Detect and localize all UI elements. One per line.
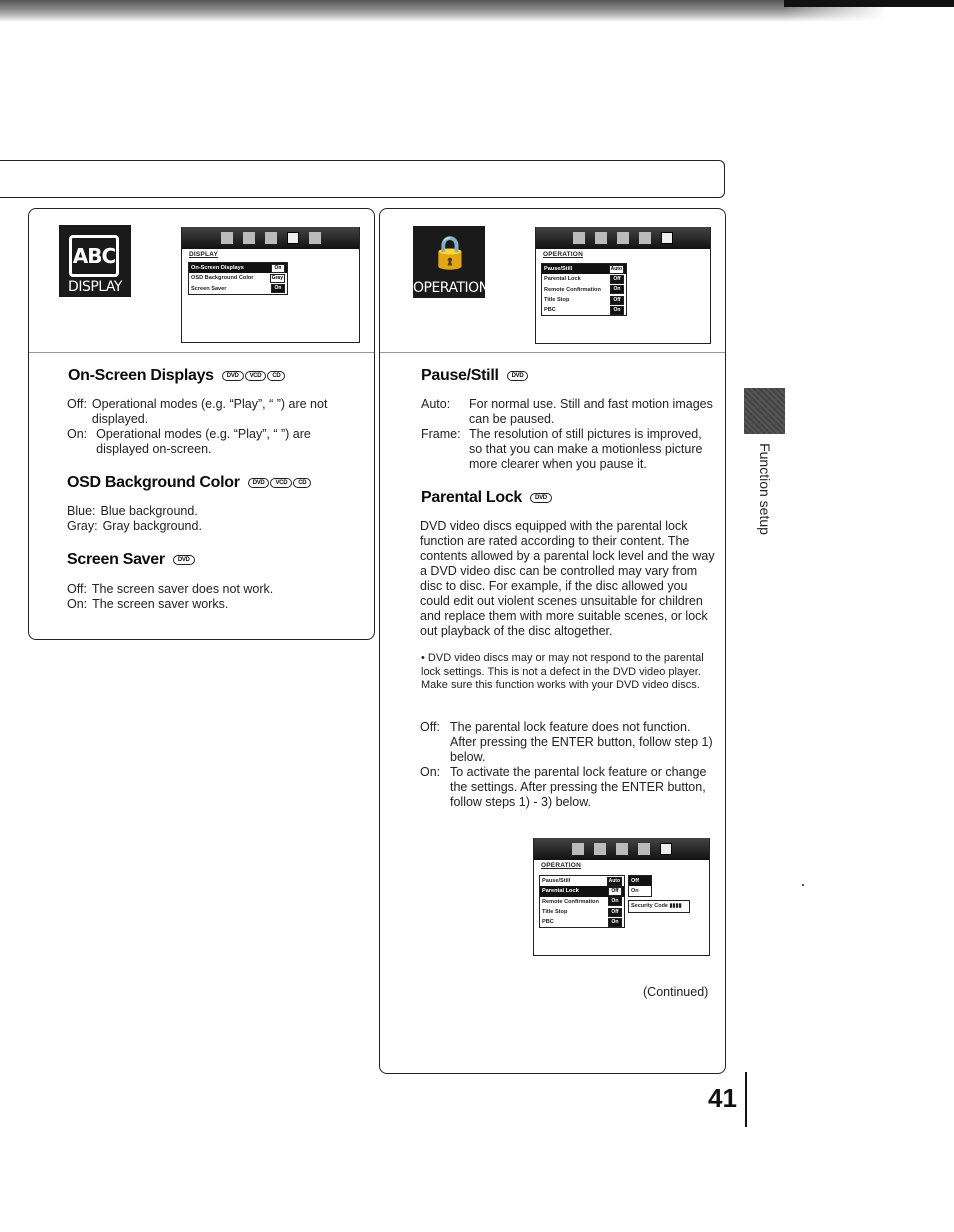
- section-heading-osd: On-Screen Displays DVD VCD CD: [68, 367, 285, 385]
- option-row: Blue: Blue background.: [67, 504, 198, 518]
- menu-row: Remote Confirmation On: [540, 897, 624, 907]
- menu-title: OPERATION: [543, 251, 583, 258]
- display-tab-icon: [639, 232, 651, 244]
- option-row: Gray: Gray background.: [67, 519, 202, 533]
- operation-tab-icon: [309, 232, 321, 244]
- display-icon-label: DISPLAY: [68, 279, 122, 295]
- menu-row: OSD Background Color Gray: [191, 274, 283, 282]
- menu-row: Screen Saver On: [189, 284, 287, 294]
- display-tab-icon: [287, 232, 299, 244]
- option-row: Off: The screen saver does not work.: [67, 582, 274, 596]
- menu-row: Pause/Still Auto: [542, 264, 626, 274]
- language-icon: [573, 232, 585, 244]
- menu-icon-bar: [536, 227, 710, 249]
- lock-key-icon: 🔒: [430, 233, 470, 271]
- menu-row: Title Stop Off: [542, 295, 626, 305]
- disc-badges: DVD: [507, 371, 529, 381]
- security-code-box: Security Code ▮▮▮▮: [628, 900, 690, 913]
- operation-menu-list: [539, 875, 625, 928]
- audio-icon: [265, 232, 277, 244]
- picture-icon: [243, 232, 255, 244]
- menu-row: Parental Lock Off: [540, 886, 624, 896]
- section-heading-parental-lock: Parental Lock DVD: [421, 489, 552, 507]
- parental-lock-options: [628, 875, 652, 897]
- section-heading-screen-saver: Screen Saver DVD: [67, 551, 195, 569]
- menu-row: Remote Confirmation On: [542, 285, 626, 295]
- display-menu-list: [188, 262, 288, 295]
- audio-icon: [616, 843, 628, 855]
- section-heading-pause-still: Pause/Still DVD: [421, 367, 528, 385]
- disc-badges: DVD: [173, 555, 195, 565]
- section-title-frame: [0, 160, 725, 198]
- picture-icon: [595, 232, 607, 244]
- option-row: On: To activate the parental lock feature or change the settings. After pressing the ENTER button, follow steps 1) - 3) below.: [420, 765, 707, 809]
- operation-icon: [413, 226, 489, 298]
- operation-tab-icon: [660, 843, 672, 855]
- menu-row: Parental Lock Off: [542, 274, 626, 284]
- page-number: 41: [708, 1083, 737, 1113]
- option-row: On: The screen saver works.: [67, 597, 229, 611]
- header-bar: [0, 0, 954, 22]
- option-row: Auto: For normal use. Still and fast motion images can be paused.: [421, 397, 713, 426]
- audio-icon: [617, 232, 629, 244]
- menu-row: On-Screen Displays On: [189, 263, 287, 273]
- side-tab-marker: [744, 388, 785, 434]
- option-on: On: [631, 888, 639, 894]
- disc-badges: DVD VCD CD: [222, 371, 286, 381]
- display-icon: [59, 225, 131, 297]
- continued-label: (Continued): [643, 985, 709, 999]
- section-heading-osd-bg: OSD Background Color DVD VCD CD: [67, 474, 311, 492]
- menu-row: PBC On: [542, 305, 626, 315]
- abc-icon: ABC: [69, 235, 119, 277]
- operation-menu-list: [541, 263, 627, 316]
- option-row: Frame: The resolution of still pictures is improved, so that you can make a motionless picture more clearer when you pause it.: [421, 427, 703, 471]
- menu-row: PBC On: [540, 917, 624, 927]
- menu-row: Pause/Still Auto: [542, 877, 620, 885]
- option-off: Off: [629, 876, 651, 886]
- menu-title: OPERATION: [541, 862, 581, 869]
- menu-row: Title Stop Off: [540, 907, 624, 917]
- menu-icon-bar: [182, 227, 359, 249]
- operation-tab-icon: [661, 232, 673, 244]
- operation-icon-label: OPERATION: [413, 280, 489, 296]
- operation-menu-screen: [535, 227, 711, 344]
- disc-badges: DVD: [530, 493, 552, 503]
- menu-icon-bar: [534, 838, 709, 860]
- language-icon: [572, 843, 584, 855]
- disc-badges: DVD VCD CD: [248, 478, 312, 488]
- option-row: Off: The parental lock feature does not function. After pressing the ENTER button, follow step 1) below.: [420, 720, 713, 764]
- display-menu-screen: [181, 227, 360, 343]
- language-icon: [221, 232, 233, 244]
- parental-lock-menu-screen: [533, 838, 710, 956]
- option-row: On: Operational modes (e.g. “Play”, “ ”) are displayed on-screen.: [67, 427, 311, 456]
- page-divider: [745, 1072, 747, 1127]
- option-row: Off: Operational modes (e.g. “Play”, “ ”) are not displayed.: [67, 397, 328, 426]
- side-tab-label: Function setup: [757, 443, 773, 535]
- menu-title: DISPLAY: [189, 251, 218, 258]
- parental-lock-description: DVD video discs equipped with the parental lock function are rated according to their content. The contents allowed by a parental lock level and the way a DVD video disc can be controlled may vary from disc to disc. For example, if the disc allowed you could edit out violent scenes unsuitable for children and replace them with more suitable scenes, or lock out playback of the disc altogether.: [420, 519, 715, 638]
- display-tab-icon: [638, 843, 650, 855]
- picture-icon: [594, 843, 606, 855]
- speck: [802, 884, 804, 886]
- parental-lock-note: • DVD video discs may or may not respond to the parental lock settings. This is not a defect in the DVD video player. Make sure this function works with your DVD video discs.: [421, 652, 704, 691]
